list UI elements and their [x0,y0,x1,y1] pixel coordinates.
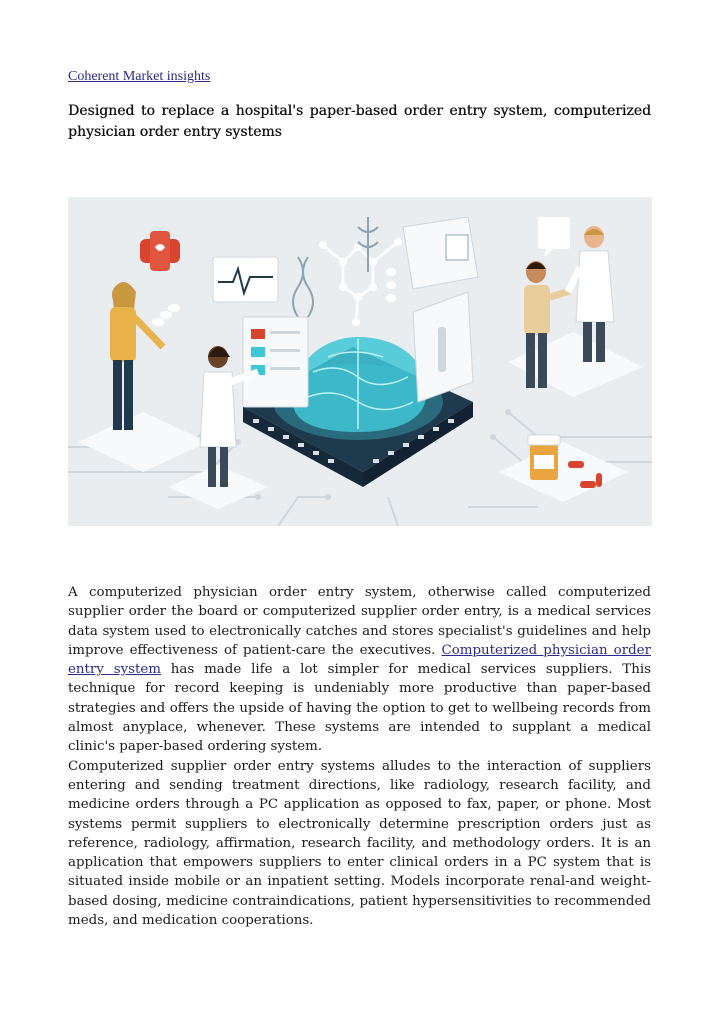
cpoe-link[interactable]: Computerized physician order entry system [68,642,651,678]
site-link[interactable]: Coherent Market insights [68,69,211,84]
hero-illustration [68,197,652,526]
paragraph-2: Computerized supplier order entry systems alludes to the interaction of suppliers entering and sending treatment directions, like radiology, research facility, and medicine orders through a PC application as opposed to fax, paper, or phone. Most systems permit suppliers to electronically determine prescription orders just as reference, radiology, affirmation, research facility, and methodology orders. It is an application that empowers suppliers to enter clinical orders in a PC system that is situated inside mobile or an inpatient setting. Models incorporate renal-and weight-based dosing, medicine contraindications, patient hypersensitivities to recommended meds, and medication cooperations. [68,758,651,929]
page-title: Designed to replace a hospital's paper-based order entry system, computerized physician order entry systems [68,103,651,140]
paragraph-1-text-end: has made life a lot simpler for medical services suppliers. This technique for record keeping is undeniably more productive than paper-based strategies and offers the upside of having the option to get to wellbeing records from almost anyplace, whenever. These systems are intended to supplant a medical clinic's paper-based ordering system. [68,662,651,755]
paragraph-1 [68,583,651,757]
paragraph-1-text-start: A computerized physician order entry system, otherwise called computerized supplier order the board or computerized supplier order entry, is a medical services data system used to electronically catches and stores specialist's guidelines and help improve effectiveness of patient-care the executives. [68,585,651,658]
article-body [68,583,651,930]
